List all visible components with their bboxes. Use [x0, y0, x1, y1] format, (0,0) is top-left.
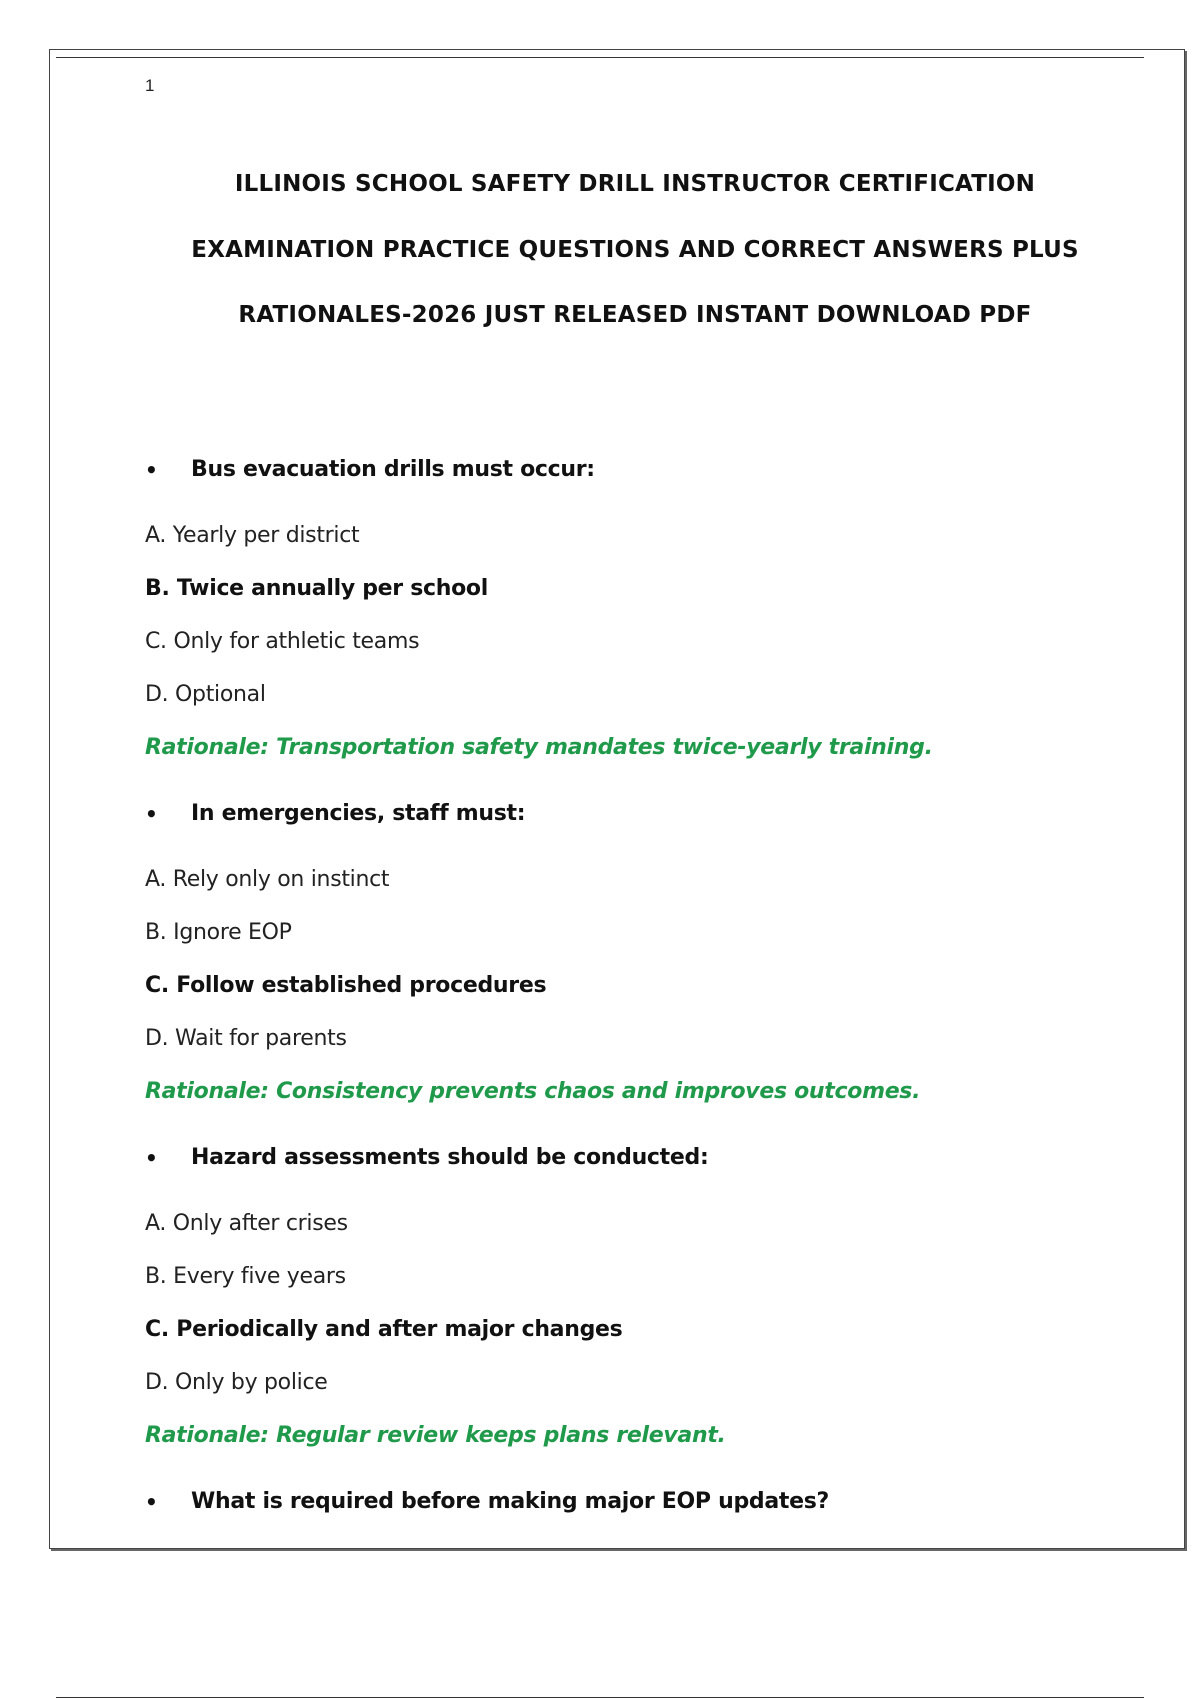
option-c: C. Only for athletic teams: [145, 629, 420, 654]
option-a: A. Yearly per district: [145, 523, 360, 548]
header-rule: [56, 57, 1144, 58]
page-number: 1: [145, 76, 155, 95]
question-2: [145, 796, 1145, 832]
option-b-correct: B. Twice annually per school: [145, 576, 488, 601]
document-title-line-2: EXAMINATION PRACTICE QUESTIONS AND CORRECT ANSWERS PLUS: [191, 237, 1079, 263]
next-page-rule: [56, 1697, 1144, 1698]
question-text: Bus evacuation drills must occur:: [191, 457, 595, 482]
question-3: [145, 1140, 1145, 1176]
option-b: B. Ignore EOP: [145, 920, 292, 945]
option-c-correct: C. Periodically and after major changes: [145, 1317, 623, 1342]
option-b: B. Every five years: [145, 1264, 346, 1289]
question-list: [145, 452, 1145, 1550]
question-1: [145, 452, 1145, 488]
document-title-line-3: RATIONALES-2026 JUST RELEASED INSTANT DOWNLOAD PDF: [238, 302, 1032, 328]
rationale: Rationale: Regular review keeps plans relevant.: [145, 1423, 726, 1448]
option-a: A. Only after crises: [145, 1211, 348, 1236]
document-title-line-1: ILLINOIS SCHOOL SAFETY DRILL INSTRUCTOR CERTIFICATION: [234, 171, 1036, 197]
question-text: What is required before making major EOP updates?: [191, 1489, 829, 1514]
option-d: D. Optional: [145, 682, 266, 707]
option-d: D. Only by police: [145, 1370, 328, 1395]
rationale: Rationale: Consistency prevents chaos and improves outcomes.: [145, 1079, 921, 1104]
rationale: Rationale: Transportation safety mandates twice-yearly training.: [145, 735, 933, 760]
question-4: [145, 1484, 1145, 1520]
question-text: Hazard assessments should be conducted:: [191, 1145, 709, 1170]
bullet-icon: •: [145, 458, 158, 482]
option-a: A. Rely only on instinct: [145, 867, 390, 892]
bullet-icon: •: [145, 1146, 158, 1170]
option-d: D. Wait for parents: [145, 1026, 347, 1051]
question-text: In emergencies, staff must:: [191, 801, 526, 826]
bullet-icon: •: [145, 1490, 158, 1514]
option-c-correct: C. Follow established procedures: [145, 973, 547, 998]
bullet-icon: •: [145, 802, 158, 826]
